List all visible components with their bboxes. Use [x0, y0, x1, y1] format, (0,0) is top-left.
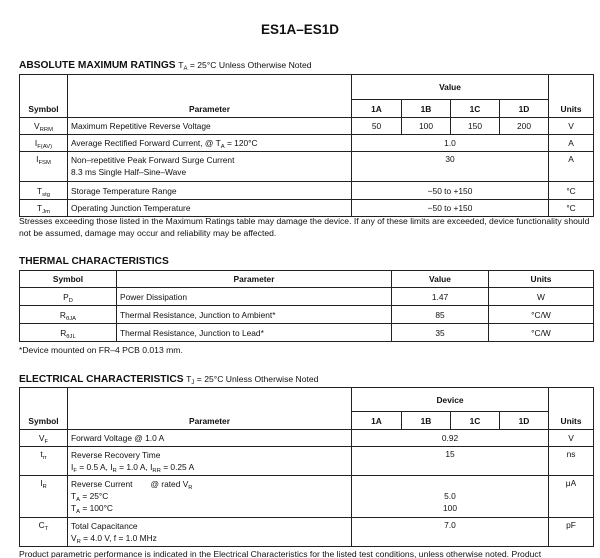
value: 1.0: [352, 135, 549, 152]
thermal-note: *Device mounted on FR–4 PCB 0.013 mm.: [19, 345, 183, 355]
absmax-note: Stresses exceeding those listed in the Maximum Ratings table may damage the device. If any of these limits are exceeded, device functionality should not be assumed, damage may occur and reliability may be affected.: [19, 216, 590, 238]
header-parameter: Parameter: [117, 271, 392, 288]
value: −50 to +150: [352, 200, 549, 217]
table-row: [20, 288, 594, 306]
thermal-table: [19, 270, 594, 342]
symbol-ifsm: $I_{FSM}$: [20, 152, 68, 182]
thermal-heading: [19, 256, 169, 267]
table-row: [20, 447, 594, 476]
symbol-trr: $t_{rr}$: [20, 447, 68, 476]
parameter: Total Capacitance $V_R = 4.0$ V, f = 1.0 MHz: [68, 518, 352, 547]
parameter: Thermal Resistance, Junction to Ambient*: [117, 306, 392, 324]
table-row: [20, 430, 594, 447]
table-row: [20, 152, 594, 182]
units: V: [549, 430, 594, 447]
symbol-vrrm: $V_{RRM}$: [20, 118, 68, 135]
symbol-rthjl: $R_{\theta JL}$: [20, 324, 117, 342]
parameter: Reverse Current @ rated $V_R$ $T_A = 25^\circ C$ $T_A = 100^\circ C$: [68, 476, 352, 518]
header-value: Value: [352, 75, 549, 100]
symbol-ir: $I_R$: [20, 476, 68, 518]
units: °C/W: [489, 306, 594, 324]
parameter: Power Dissipation: [117, 288, 392, 306]
units: ns: [549, 447, 594, 476]
header-device-1d: 1D: [500, 100, 549, 118]
absmax-condition: $T_A = 25^\circ C$ Unless Otherwise Noted: [178, 60, 312, 72]
table-row: [20, 324, 594, 342]
table-row: [20, 182, 594, 200]
header-units: Units: [549, 75, 594, 118]
parameter: Thermal Resistance, Junction to Lead*: [117, 324, 392, 342]
electrical-table: [19, 387, 594, 547]
electrical-heading: [19, 374, 318, 385]
units: μA: [549, 476, 594, 518]
electrical-heading-text: ELECTRICAL CHARACTERISTICS: [19, 374, 184, 385]
header-device: Device: [352, 388, 549, 412]
value: 35: [392, 324, 489, 342]
electrical-condition: $T_J = 25^\circ C$ Unless Otherwise Noted: [186, 374, 319, 386]
units: °C: [549, 200, 594, 217]
header-value: Value: [392, 271, 489, 288]
header-device-1c: 1C: [451, 412, 500, 430]
value: 30: [352, 152, 549, 182]
symbol-pd: $P_D$: [20, 288, 117, 306]
test-condition: $I_F = 0.5$ A, $I_R = 1.0$ A, $I_{RR} = 0.25$ A: [71, 462, 195, 474]
symbol-ct: $C_T$: [20, 518, 68, 547]
symbol-ifav: $I_{F(AV)}$: [20, 135, 68, 152]
value-1c: 150: [451, 118, 500, 135]
header-device-1b: 1B: [402, 412, 451, 430]
parameter: Operating Junction Temperature: [68, 200, 352, 217]
header-parameter: Parameter: [68, 75, 352, 118]
thermal-heading-text: THERMAL CHARACTERISTICS: [19, 256, 169, 267]
table-row: [20, 476, 594, 518]
value: −50 to +150: [352, 182, 549, 200]
value-1a: 50: [352, 118, 402, 135]
header-units: Units: [549, 388, 594, 430]
absmax-table: [19, 74, 594, 217]
symbol-tjm: $T_{Jm}$: [20, 200, 68, 217]
parameter: Reverse Recovery Time $I_F = 0.5$ A, $I_R = 1.0$ A, $I_{RR} = 0.25$ A: [68, 447, 352, 476]
document-title: ES1A–ES1D: [260, 22, 340, 37]
value: 15: [352, 447, 549, 476]
parameter: Non–repetitive Peak Forward Surge Current 8.3 ms Single Half–Sine–Wave: [68, 152, 352, 182]
absmax-heading: [19, 60, 312, 71]
absmax-heading-text: ABSOLUTE MAXIMUM RATINGS: [19, 60, 176, 71]
header-device-1c: 1C: [451, 100, 500, 118]
units: A: [549, 152, 594, 182]
parameter: Forward Voltage @ 1.0 A: [68, 430, 352, 447]
units: °C/W: [489, 324, 594, 342]
value: 1.47: [392, 288, 489, 306]
header-symbol: Symbol: [20, 271, 117, 288]
value: 0.92: [352, 430, 549, 447]
header-device-1b: 1B: [402, 100, 451, 118]
table-row: [20, 118, 594, 135]
units: °C: [549, 182, 594, 200]
test-condition: $V_R = 4.0$ V, f = 1.0 MHz: [71, 533, 157, 545]
value: 7.0: [352, 518, 549, 547]
value: [352, 476, 549, 518]
parameter: Storage Temperature Range: [68, 182, 352, 200]
header-device-1a: 1A: [352, 412, 402, 430]
electrical-note: Product parametric performance is indicated in the Electrical Characteristics for the listed test conditions, unless otherwise noted. Product: [19, 549, 542, 558]
table-row: [20, 306, 594, 324]
table-row: [20, 135, 594, 152]
units: A: [549, 135, 594, 152]
header-device-1a: 1A: [352, 100, 402, 118]
header-parameter: Parameter: [68, 388, 352, 430]
header-symbol: Symbol: [20, 75, 68, 118]
value: 85: [392, 306, 489, 324]
symbol-tstg: $T_{stg}$: [20, 182, 68, 200]
table-row: [20, 518, 594, 547]
header-units: Units: [489, 271, 594, 288]
symbol-rthja: $R_{\theta JA}$: [20, 306, 117, 324]
parameter: Average Rectified Forward Current, @ $T_A = 120^\circ C$: [68, 135, 352, 152]
units: pF: [549, 518, 594, 547]
units: W: [489, 288, 594, 306]
symbol-vf: $V_F$: [20, 430, 68, 447]
units: V: [549, 118, 594, 135]
value-1b: 100: [402, 118, 451, 135]
header-device-1d: 1D: [500, 412, 549, 430]
value-1d: 200: [500, 118, 549, 135]
header-symbol: Symbol: [20, 388, 68, 430]
table-row: [20, 200, 594, 217]
value-100c: 100: [443, 503, 457, 513]
parameter: Maximum Repetitive Reverse Voltage: [68, 118, 352, 135]
value-25c: 5.0: [444, 491, 456, 501]
